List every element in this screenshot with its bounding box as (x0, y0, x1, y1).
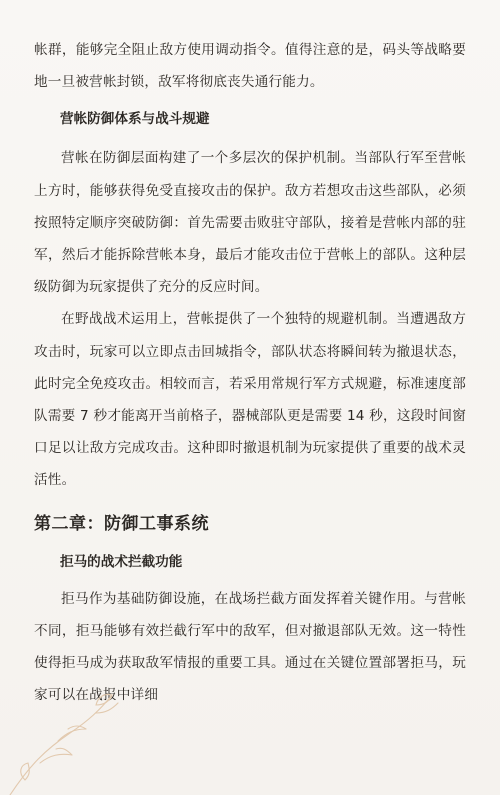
chapter-title: 第二章：防御工事系统 (34, 513, 209, 534)
paragraph-field-evasion: 在野战战术运用上，营帐提供了一个独特的规避机制。当遭遇敌方攻击时，玩家可以立即点击回城指令，部队状态将瞬间转为撤退状态，此时完全免疫攻击。相较而言，若采用常规行军方式规避，标准速度部队需要 7 秒才能离开当前格子，器械部队更是需要 14 秒，这段时间窗口足以让敌方完成攻击。这种即时撤退机制为玩家提供了重要的战术灵活性。 (34, 311, 466, 489)
document-body (34, 34, 466, 711)
section-heading-barricade: 拒马的战术拦截功能 (60, 553, 183, 570)
paragraph-continuation: 帐群，能够完全阻止敌方使用调动指令。值得注意的是，码头等战略要地一旦被营帐封锁，敌军将彻底丧失通行能力。 (34, 42, 466, 91)
paragraph-camp-defense: 营帐在防御层面构建了一个多层次的保护机制。当部队行军至营帐上方时，能够获得免受直接攻击的保护。敌方若想攻击这些部队，必须按照特定顺序突破防御：首先需要击败驻守部队，接着是营帐内部的驻军，然后才能拆除营帐本身，最后才能攻击位于营帐上的部队。这种层级防御为玩家提供了充分的反应时间。 (34, 150, 466, 296)
paragraph-barricade: 拒马作为基础防御设施，在战场拦截方面发挥着关键作用。与营帐不同，拒马能够有效拦截行军中的敌军，但对撤退部队无效。这一特性使得拒马成为获取敌军情报的重要工具。通过在关键位置部署拒马，玩家可以在战报中详细 (34, 590, 466, 704)
section-heading-camp-defense: 营帐防御体系与战斗规避 (60, 111, 210, 128)
floral-decoration-icon (0, 655, 150, 795)
